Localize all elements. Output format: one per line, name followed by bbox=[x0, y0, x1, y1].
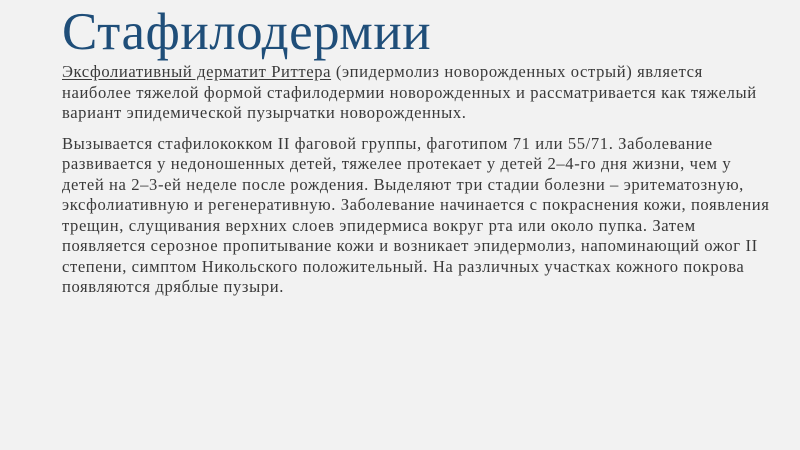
slide-body bbox=[62, 62, 774, 308]
paragraph-2: Вызывается стафилококком II фаговой группы, фаготипом 71 или 55/71. Заболевание развивается у недоношенных детей, тяжелее протекает у детей 2–4-го дня жизни, чем у детей на 2–3-ей неделе после рождения. Выделяют три стадии болезни – эритематозную, эксфолиативную и регенеративную. Заболевание начинается с покраснения кожи, появления трещин, слущивания верхних слоев эпидермиса вокруг рта или около пупка. Затем появляется серозное пропитывание кожи и возникает эпидермолиз, напоминающий ожог II степени, симптом Никольского положительный. На различных участках кожного покрова появляются дряблые пузыри. bbox=[62, 133, 770, 296]
paragraph-1-text: (эпидермолиз новорожденных острый) является наиболее тяжелой формой стафилодермии новорожденных и рассматривается как тяжелый вариант эпидемической пузырчатки новорожденных. bbox=[62, 62, 757, 122]
slide-title: Стафилодермии bbox=[62, 3, 432, 61]
paragraph-1 bbox=[62, 62, 774, 124]
disease-term: Эксфолиативный дерматит Риттера bbox=[62, 62, 332, 81]
